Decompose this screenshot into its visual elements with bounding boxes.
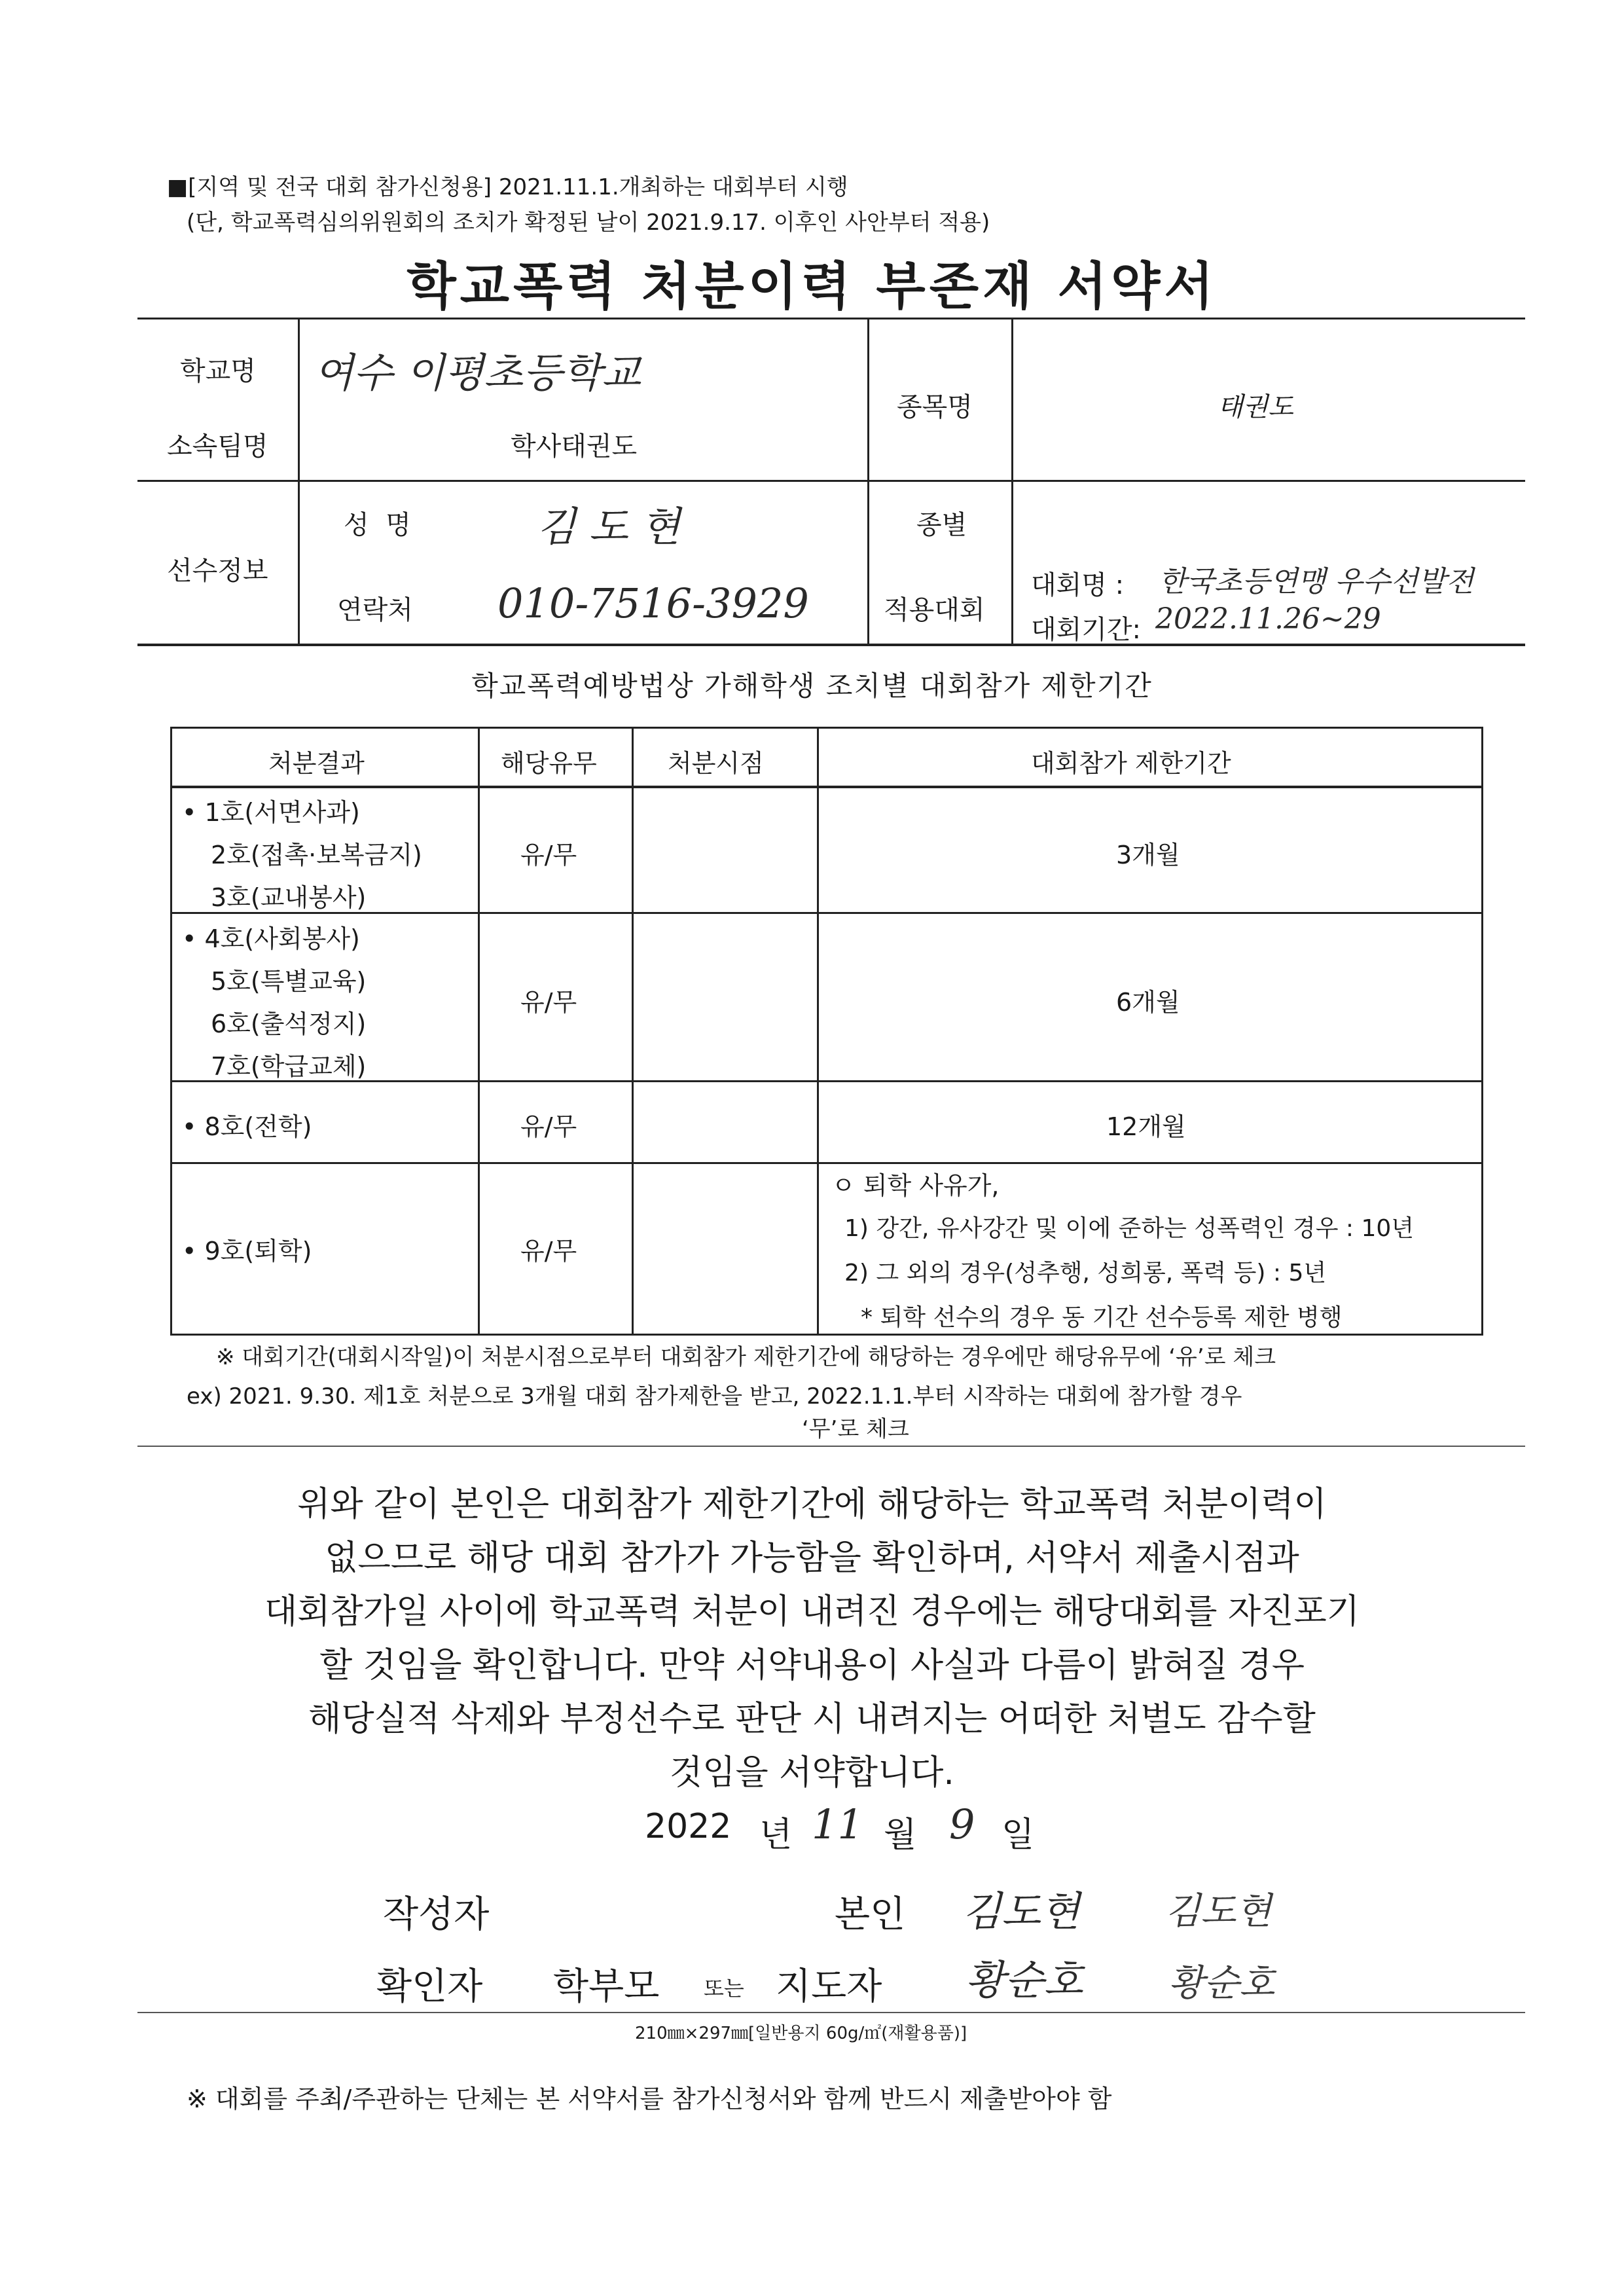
player-info-label: 선수정보 [167,556,268,586]
row-3-applicable: 유/무 [520,1112,577,1141]
team-value: 학사태권도 [511,431,638,462]
or-label: 또는 [704,1976,744,2001]
name-value: 김 도 현 [537,503,681,551]
table-col-divider-2 [632,727,634,1336]
team-label: 소속팀명 [167,431,268,462]
notice-line-2: (단, 학교폭력심의위원회의 조치가 확정된 날이 2021.9.17. 이후인 사안부터 적용) [187,210,990,236]
table-right-border [1481,727,1483,1336]
pledge-top-border [137,1446,1525,1447]
header-applicable: 해당유무 [501,749,597,778]
date-year: 2022 [645,1807,732,1846]
info-mid-border [137,480,1525,482]
row-2-line-4: 7호(학급교체) [211,1052,367,1081]
note-line-3: ‘무’로 체크 [802,1416,909,1442]
row-4-period-line-4: * 퇴학 선수의 경우 동 기간 선수등록 제한 병행 [861,1304,1343,1331]
row-1-line-3: 3호(교내봉사) [211,883,367,912]
row-2-line-3: 6호(출석정지) [211,1010,367,1038]
competition-name-value: 한국초등연맹 우수선발전 [1159,565,1474,598]
applied-competition-label: 적용대회 [884,595,985,625]
school-label: 학교명 [180,356,256,386]
row-3-line-1: • 8호(전학) [182,1112,312,1141]
document-title: 학교폭력 처분이력 부존재 서약서 [406,257,1218,316]
table-col-divider-1 [478,727,480,1336]
row-1-applicable: 유/무 [520,841,577,869]
date-day-unit: 일 [1001,1815,1035,1855]
pledge-line-4: 할 것임을 확인합니다. 만약 서약내용이 사실과 다름이 밝혀질 경우 [319,1646,1305,1685]
table-col-divider-3 [817,727,819,1336]
row-1-line-2: 2호(접촉·보복금지) [211,841,422,869]
pledge-line-5: 해당실적 삭제와 부정선수로 판단 시 내려지는 어떠한 처벌도 감수할 [308,1700,1316,1739]
pledge-line-3: 대회참가일 사이에 학교폭력 처분이 내려진 경우에는 해당대회를 자진포기 [264,1592,1360,1631]
paper-spec-border [137,2012,1525,2013]
paper-spec: 210㎜×297㎜[일반용지 60g/㎡(재활용품)] [635,2024,967,2043]
parent-label: 학부모 [553,1965,660,2008]
category-label: 종별 [916,510,967,540]
contact-value: 010-7516-3929 [497,579,809,627]
competition-period-value: 2022.11.26~29 [1155,602,1381,636]
info-top-border [137,318,1525,319]
competition-name-label: 대회명 : [1031,570,1125,600]
header-restriction-period: 대회참가 제한기간 [1031,749,1231,778]
competition-period-label: 대회기간: [1031,615,1142,645]
row-4-period-line-2: 1) 강간, 유사강간 및 이에 준하는 성폭력인 경우 : 10년 [844,1215,1415,1242]
table-row-1-border [170,912,1483,914]
info-col-divider-1 [298,318,300,645]
footer-note: ※ 대회를 주최/주관하는 단체는 본 서약서를 참가신청서와 함께 반드시 제출받아야 함 [187,2085,1112,2113]
restriction-heading: 학교폭력예방법상 가해학생 조치별 대회참가 제한기간 [471,670,1153,702]
info-col-divider-2 [867,318,869,645]
row-2-line-1: • 4호(사회봉사) [182,924,360,953]
event-value: 태권도 [1218,392,1293,422]
self-signature: 김도현 [1165,1890,1272,1933]
table-top-border [170,727,1483,729]
note-line-2: ex) 2021. 9.30. 제1호 처분으로 3개월 대회 참가제한을 받고, 2022.1.1.부터 시작하는 대회에 참가할 경우 [187,1383,1242,1410]
verifier-label: 확인자 [376,1965,483,2008]
note-line-1: ※ 대회기간(대회시작일)이 처분시점으로부터 대회참가 제한기간에 해당하는 경우에만 해당유무에 ‘유’로 체크 [216,1344,1276,1370]
pledge-line-6: 것임을 서약합니다. [670,1753,954,1793]
coach-signature: 황순호 [1168,1962,1275,2005]
row-3-period: 12개월 [1106,1112,1186,1141]
row-1-period: 3개월 [1116,841,1180,869]
row-4-line-1: • 9호(퇴학) [182,1237,312,1266]
row-1-line-1: • 1호(서면사과) [182,798,360,827]
row-4-applicable: 유/무 [520,1237,577,1266]
date-month: 11 [812,1800,863,1848]
pledge-line-1: 위와 같이 본인은 대회참가 제한기간에 해당하는 학교폭력 처분이력이 [297,1485,1327,1524]
row-4-period-line-3: 2) 그 외의 경우(성추행, 성희롱, 폭력 등) : 5년 [844,1260,1327,1286]
table-row-3-border [170,1162,1483,1164]
header-disposition: 처분결과 [268,749,365,778]
table-row-2-border [170,1080,1483,1082]
table-bottom-border [170,1334,1483,1336]
coach-label: 지도자 [776,1965,882,2008]
header-disposition-date: 처분시점 [668,749,764,778]
info-bottom-border [137,644,1525,646]
date-year-unit: 년 [759,1815,793,1855]
table-header-border [170,786,1483,788]
self-label: 본인 [835,1893,906,1936]
notice-line-1: ■[지역 및 전국 대회 참가신청용] 2021.11.1.개최하는 대회부터 시행 [167,174,848,200]
date-day: 9 [949,1800,975,1848]
info-col-divider-3 [1011,318,1013,645]
pledge-line-2: 없으므로 해당 대회 참가가 가능함을 확인하며, 서약서 제출시점과 [325,1539,1299,1578]
writer-label: 작성자 [383,1893,490,1936]
table-left-border [170,727,172,1336]
row-2-period: 6개월 [1116,988,1180,1017]
name-label: 성 명 [344,510,411,540]
date-month-unit: 월 [884,1815,917,1855]
coach-name: 황순호 [965,1956,1083,2004]
school-value: 여수 이평초등학교 [314,349,641,397]
row-4-period-line-1: ㅇ 퇴학 사유가, [831,1171,1000,1200]
event-label: 종목명 [897,392,973,422]
contact-label: 연락처 [337,595,413,625]
self-name: 김도현 [962,1887,1080,1935]
row-2-applicable: 유/무 [520,988,577,1017]
row-2-line-2: 5호(특별교육) [211,967,367,996]
